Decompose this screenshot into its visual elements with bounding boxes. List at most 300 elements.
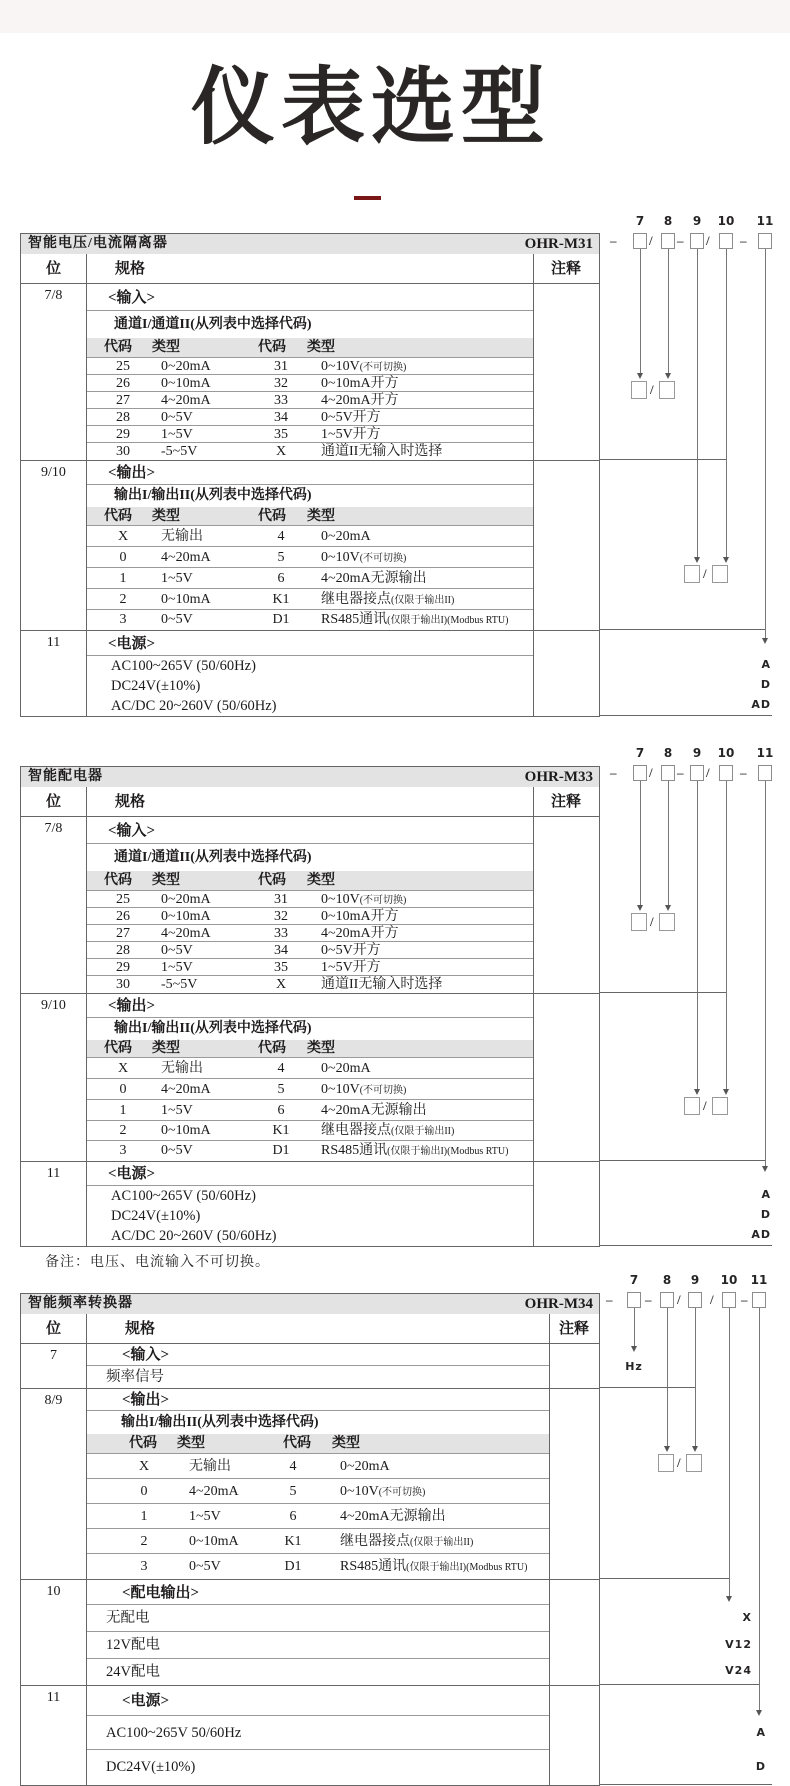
spec-section-title-row [86,1389,549,1411]
type-text: 0~10mA开方 [321,909,399,924]
table-body [21,284,599,716]
code-cell: 5 [289,1484,297,1499]
target-code-box [684,565,700,583]
type-text: 0~10V [340,1484,379,1499]
model-number: OHR-M31 [524,236,593,252]
power-option-label: A [756,1726,766,1739]
code-option-row [86,942,533,959]
section-content [86,994,533,1161]
option-text: AC/DC 20~260V (50/60Hz) [111,1228,277,1244]
down-arrow [665,905,671,911]
type-cell: 0~20mA [161,359,211,374]
spec-section-title-row [86,1686,549,1716]
type-cell [321,976,442,993]
code-cell: 0 [140,1484,148,1499]
code-option-row [86,1100,533,1121]
code-option-row [86,426,533,443]
section-title-text: <输出> [108,465,156,481]
code-table-header-cell: 类型 [152,340,180,355]
type-text: 4~20mA无源输出 [321,571,427,586]
code-cell: K1 [272,592,290,607]
order-code-separator: – [610,765,617,780]
code-drop-line [640,781,641,905]
order-code-digit: 8 [662,1273,672,1287]
type-cell: 4~20mA [161,1082,211,1097]
section-border-extension [600,1784,772,1785]
order-code-box [627,1292,641,1308]
code-cell: 0 [119,550,127,565]
type-cell [321,392,399,409]
code-cell: X [275,444,287,459]
section-border-extension [600,1160,765,1161]
order-code-box [719,765,733,781]
type-cell [321,426,381,443]
pair-slash: / [703,566,707,581]
spec-option-row [86,1226,533,1246]
order-code-separator: / [677,1292,681,1307]
code-table-header-cell: 代码 [104,340,132,355]
type-cell: 4~20mA [189,1484,239,1499]
code-drop-line [667,1308,668,1446]
type-cell [321,908,399,925]
type-text: 0~10V [321,359,360,374]
code-cell: 28 [116,410,130,425]
type-cell [321,1100,427,1121]
code-cell: 6 [277,571,285,586]
type-cell [321,568,427,589]
code-drop-line [765,781,766,1166]
type-text: RS485通讯 [340,1559,407,1574]
type-cell: 0~10mA [161,1123,211,1138]
code-cell: D1 [272,1143,290,1158]
code-cell: 33 [274,393,288,408]
code-cell: 32 [274,376,288,391]
spec-subtitle-row [86,311,533,338]
spec-section-title-row [86,1344,549,1366]
section-pos-label: 9/10 [41,998,66,1013]
spec-subtitle-row [86,844,533,871]
code-cell: 2 [140,1534,148,1549]
subtitle-text: 输出I/输出II(从列表中选择代码) [114,1021,312,1036]
type-cell: 1~5V [161,1103,193,1118]
notes-column-header: 注释 [558,1321,589,1337]
order-code-box [758,765,772,781]
type-cell [321,375,399,392]
remark-note: 备注：电压、电流输入不可切换。 [45,1255,270,1270]
section-pos-label: 7/8 [44,288,63,303]
type-cell: 4~20mA [161,550,211,565]
code-cell: 30 [116,977,130,992]
code-option-row [86,976,533,993]
code-cell: 5 [277,550,285,565]
pos-column-header: 位 [45,261,61,277]
type-cell [340,1554,527,1580]
order-code-digit: 7 [629,1273,639,1287]
type-cell [340,1479,425,1505]
spec-section-title-row [86,631,533,656]
code-header-row [86,1040,533,1058]
code-option-row [86,925,533,942]
code-drop-line [668,249,669,373]
table-section [21,1161,599,1246]
code-cell: 5 [277,1082,285,1097]
order-code-separator: / [649,233,653,248]
option-text: DC24V(±10%) [111,678,201,694]
notes-column-divider [533,787,534,1246]
option-text: 频率信号 [106,1369,164,1385]
code-cell: 29 [116,427,130,442]
code-option-row [86,1079,533,1100]
code-cell: 2 [119,1123,127,1138]
order-code-box [633,233,647,249]
type-note: (不可切换) [359,1085,407,1096]
code-option-row [86,610,533,630]
type-cell: 0~5V [161,612,193,627]
table-section [21,1388,599,1579]
section-border-extension [600,1245,772,1246]
option-text: DC24V(±10%) [111,1208,201,1224]
option-text: 24V配电 [106,1664,160,1680]
spec-column-header: 规格 [115,261,146,277]
power-option-label: D [760,1208,771,1221]
type-cell: 0~5V [161,410,193,425]
code-cell: D1 [284,1559,302,1574]
code-table-header-cell: 代码 [258,509,286,524]
order-code-box [722,1292,736,1308]
type-cell: 0~10mA [161,909,211,924]
type-note: (仅限于输出II) [391,595,455,606]
type-note: (不可切换) [359,362,407,373]
spec-option-row [86,1750,549,1785]
table-titlebar [21,234,599,254]
type-cell: 0~10mA [161,592,211,607]
down-arrow [756,1710,762,1716]
type-text: RS485通讯 [321,612,388,627]
code-drop-line [729,1308,730,1596]
code-cell: 0 [119,1082,127,1097]
section-content [86,284,533,460]
target-code-box [684,1097,700,1115]
code-cell: 35 [274,960,288,975]
order-code-separator: – [740,765,747,780]
section-content [86,817,533,993]
code-cell: 34 [274,943,288,958]
code-option-row [86,392,533,409]
power-option-label: A [761,658,771,671]
spec-section-title-row [86,461,533,485]
product-table [20,1293,600,1786]
code-cell: 31 [274,892,288,907]
option-text: AC100~265V (50/60Hz) [111,658,256,674]
type-text: 0~10V [321,550,360,565]
code-cell: 28 [116,943,130,958]
code-option-row [86,908,533,925]
type-cell [321,959,381,976]
section-content [86,1344,549,1388]
section-title-text: <电源> [108,1166,156,1182]
notes-column-header: 注释 [550,261,581,277]
section-content [86,461,533,630]
type-text: 1~5V开方 [321,960,381,975]
order-code-digit: 7 [635,214,645,228]
order-code-digit: 11 [756,214,774,228]
code-table-header-cell: 类型 [177,1436,205,1451]
code-drop-line [765,249,766,638]
power-option-label: D [760,678,771,691]
pos-column-divider [86,1314,87,1785]
order-code-box [633,765,647,781]
type-cell [321,1141,508,1162]
option-text: DC24V(±10%) [106,1759,196,1775]
order-code-box [660,1292,674,1308]
order-code-digit: 10 [720,1273,738,1287]
page-title: 仪表选型 [190,60,551,154]
code-cell: 32 [274,909,288,924]
type-text: 0~5V开方 [321,943,381,958]
code-cell: X [117,529,129,544]
code-cell: 26 [116,376,130,391]
code-table-header-cell: 类型 [152,509,180,524]
subtitle-text: 输出I/输出II(从列表中选择代码) [121,1415,319,1430]
type-text: RS485通讯 [321,1143,388,1158]
title-underline [354,196,381,200]
type-cell [321,891,406,909]
section-pos-label: 8/9 [44,1393,63,1408]
pair-slash: / [703,1098,707,1113]
section-border-extension [600,992,726,993]
type-cell: 4~20mA [161,393,211,408]
table-section [21,284,599,460]
type-cell [321,610,508,631]
type-text: 1~5V开方 [321,427,381,442]
code-header-row [86,338,533,358]
section-border-extension [600,459,726,460]
type-text: 4~20mA开方 [321,926,399,941]
code-cell: X [275,977,287,992]
order-code-separator: – [610,233,617,248]
spec-option-row [86,1659,549,1685]
code-table-header-cell: 代码 [258,1041,286,1056]
type-note: (仅限于输出I)(Modbus RTU) [387,1146,509,1157]
type-text: 0~10V [321,892,360,907]
table-name: 智能配电器 [28,769,103,784]
target-code-box [686,1454,702,1472]
type-cell [321,1121,454,1142]
order-code-separator: / [706,765,710,780]
order-code-box [690,233,704,249]
code-cell: 3 [119,1143,127,1158]
code-drop-line [634,1308,635,1346]
type-cell [321,1079,406,1101]
model-number: OHR-M33 [524,769,593,785]
type-note: (不可切换) [359,895,407,906]
code-header-row [86,871,533,891]
type-text: 继电器接点 [321,592,391,607]
type-note: (仅限于输出I)(Modbus RTU) [406,1562,528,1573]
pair-slash: / [650,382,654,397]
code-option-row [86,1479,549,1504]
option-text: AC100~265V 50/60Hz [106,1725,242,1741]
down-arrow [762,638,768,644]
type-cell: 4~20mA [161,926,211,941]
type-text: 0~10V [321,1082,360,1097]
type-cell: 0~10mA [161,376,211,391]
frequency-unit-label: Hz [625,1360,643,1373]
type-cell [321,358,406,376]
target-code-box [659,381,675,399]
type-text: 继电器接点 [340,1534,410,1549]
order-code-digit: 7 [635,746,645,760]
down-arrow [637,373,643,379]
code-option-row [86,547,533,568]
section-content [86,1686,549,1785]
code-cell: 25 [116,892,130,907]
section-title-text: <输出> [122,1392,170,1408]
spec-column-header: 规格 [115,794,146,810]
down-arrow [692,1446,698,1452]
order-code-digit: 8 [663,214,673,228]
type-text: 0~10mA开方 [321,376,399,391]
down-arrow [723,557,729,563]
pos-column-header: 位 [45,794,61,810]
order-code-separator: – [740,233,747,248]
code-table-header-cell: 类型 [307,1041,335,1056]
type-cell: 1~5V [161,960,193,975]
order-code-digit: 10 [717,746,735,760]
type-text: 继电器接点 [321,1123,391,1138]
code-cell: 31 [274,359,288,374]
spec-option-row [86,1605,549,1632]
target-code-box [712,1097,728,1115]
code-table-header-cell: 代码 [104,509,132,524]
target-code-box [658,1454,674,1472]
table-body [21,817,599,1246]
code-drop-line [640,249,641,373]
type-cell [321,409,381,426]
type-cell [321,443,442,460]
code-option-row [86,409,533,426]
type-note: (不可切换) [359,553,407,564]
spec-option-row [86,696,533,716]
table-section [21,1685,599,1785]
type-text: 4~20mA无源输出 [321,1103,427,1118]
order-code-digit: 10 [717,214,735,228]
type-cell: 0~10mA [189,1534,239,1549]
code-cell: 3 [119,612,127,627]
table-section [21,817,599,993]
code-table-header-cell: 代码 [104,1041,132,1056]
distribution-option-label: V24 [725,1664,752,1677]
order-code-box [661,233,675,249]
notes-column-header: 注释 [550,794,581,810]
code-table-header-cell: 代码 [258,873,286,888]
table-titlebar [21,767,599,787]
pair-slash: / [677,1455,681,1470]
code-table-header-cell: 类型 [152,873,180,888]
table-section [21,1579,599,1685]
table-name: 智能电压/电流隔离器 [28,236,168,251]
code-option-row [86,443,533,460]
type-note: (仅限于输出I)(Modbus RTU) [387,615,509,626]
code-option-row [86,1058,533,1079]
code-drop-line [668,781,669,905]
code-cell: 4 [289,1459,297,1474]
section-pos-label: 11 [46,1166,61,1181]
spec-option-row [86,1206,533,1226]
section-border-extension [600,629,765,630]
order-code-separator: – [606,1292,613,1307]
code-table-header-cell: 类型 [307,873,335,888]
code-option-row [86,1554,549,1579]
type-cell: 0~5V [161,1143,193,1158]
section-border-extension [600,1578,729,1579]
spec-option-row [86,1186,533,1206]
spec-column-header: 规格 [125,1321,156,1337]
code-cell: 35 [274,427,288,442]
target-code-box [631,913,647,931]
code-table-header-cell: 代码 [129,1436,157,1451]
code-table-header-cell: 类型 [307,340,335,355]
order-code-separator: – [677,233,684,248]
code-cell: 1 [119,1103,127,1118]
spec-option-row [86,1366,549,1388]
code-option-row [86,358,533,375]
section-border-extension [600,1387,695,1388]
order-code-separator: – [677,765,684,780]
type-cell: 无输出 [161,529,203,544]
type-cell: 0~5V [189,1559,221,1574]
column-header-row [21,254,599,284]
spec-option-row [86,656,533,676]
spec-section-title-row [86,1580,549,1605]
order-code-digit: 9 [690,1273,700,1287]
type-cell: 1~5V [189,1509,221,1524]
type-note: (不可切换) [378,1487,426,1498]
type-text: 4~20mA无源输出 [340,1509,446,1524]
section-pos-label: 7 [50,1348,57,1363]
order-code-digit: 11 [756,746,774,760]
pos-column-divider [86,254,87,716]
code-header-row [86,507,533,526]
code-cell: 3 [140,1559,148,1574]
code-cell: 33 [274,926,288,941]
section-title-text: <输出> [108,998,156,1014]
section-title-text: <配电输出> [122,1585,200,1601]
type-cell [321,1058,371,1079]
order-code-digit: 8 [663,746,673,760]
option-text: 12V配电 [106,1637,160,1653]
column-header-row [21,787,599,817]
option-text: 无配电 [106,1610,150,1626]
down-arrow [762,1166,768,1172]
distribution-option-label: X [742,1611,752,1624]
section-pos-label: 10 [46,1584,61,1599]
code-cell: 30 [116,444,130,459]
code-option-row [86,1121,533,1141]
order-code-box [758,233,772,249]
code-cell: D1 [272,612,290,627]
section-content [86,1580,549,1685]
section-content [86,631,533,716]
spec-section-title-row [86,817,533,844]
model-number: OHR-M34 [524,1296,593,1312]
code-drop-line [759,1308,760,1710]
code-drop-line [726,781,727,1089]
power-option-label: AD [751,1228,771,1241]
spec-section-title-row [86,994,533,1018]
type-text: 0~5V开方 [321,410,381,425]
type-cell: -5~5V [161,444,198,459]
